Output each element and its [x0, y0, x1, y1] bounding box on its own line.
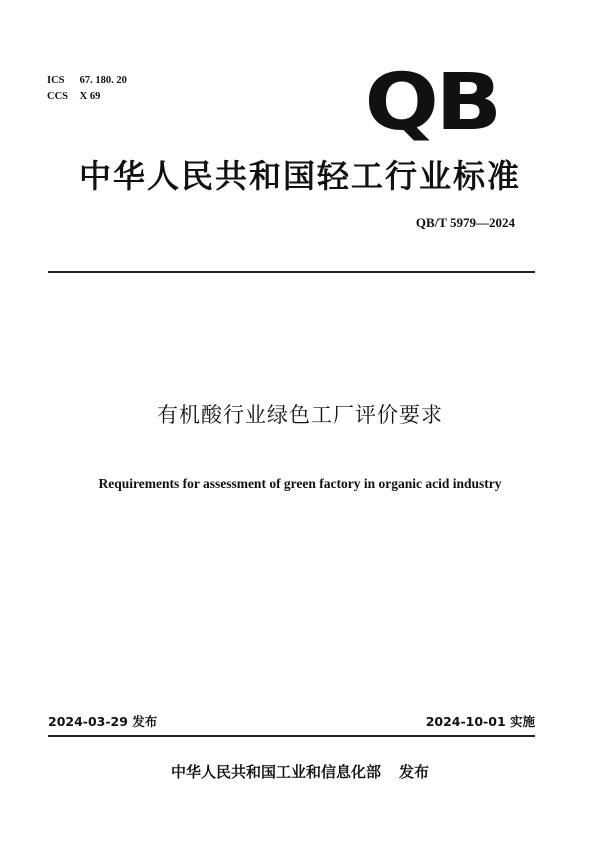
top-divider [48, 271, 535, 273]
issuer-name: 中华人民共和国工业和信息化部 [170, 763, 381, 781]
issuer-line [0, 761, 600, 783]
classification-codes [47, 73, 127, 105]
ccs-label: CCS [47, 91, 69, 102]
bottom-divider [48, 735, 535, 737]
ics-label: ICS [47, 75, 65, 86]
standard-number: QB/T 5979—2024 [415, 215, 515, 230]
ics-row [47, 73, 127, 89]
ics-value: 67. 180. 20 [79, 75, 127, 86]
standard-title: 中华人民共和国轻工行业标准 [78, 157, 521, 195]
implementation-date: 2024-10-01 实施 [425, 714, 535, 729]
qb-logo: QB [364, 58, 499, 148]
ccs-value: X 69 [79, 91, 101, 102]
ccs-row [47, 89, 127, 105]
document-title-english: Requirements for assessment of green factory in organic acid industry [98, 476, 502, 491]
issuer-action: 发布 [399, 763, 430, 781]
document-title-chinese: 有机酸行业绿色工厂评价要求 [157, 403, 443, 427]
issue-date: 2024-03-29 发布 [48, 714, 158, 729]
